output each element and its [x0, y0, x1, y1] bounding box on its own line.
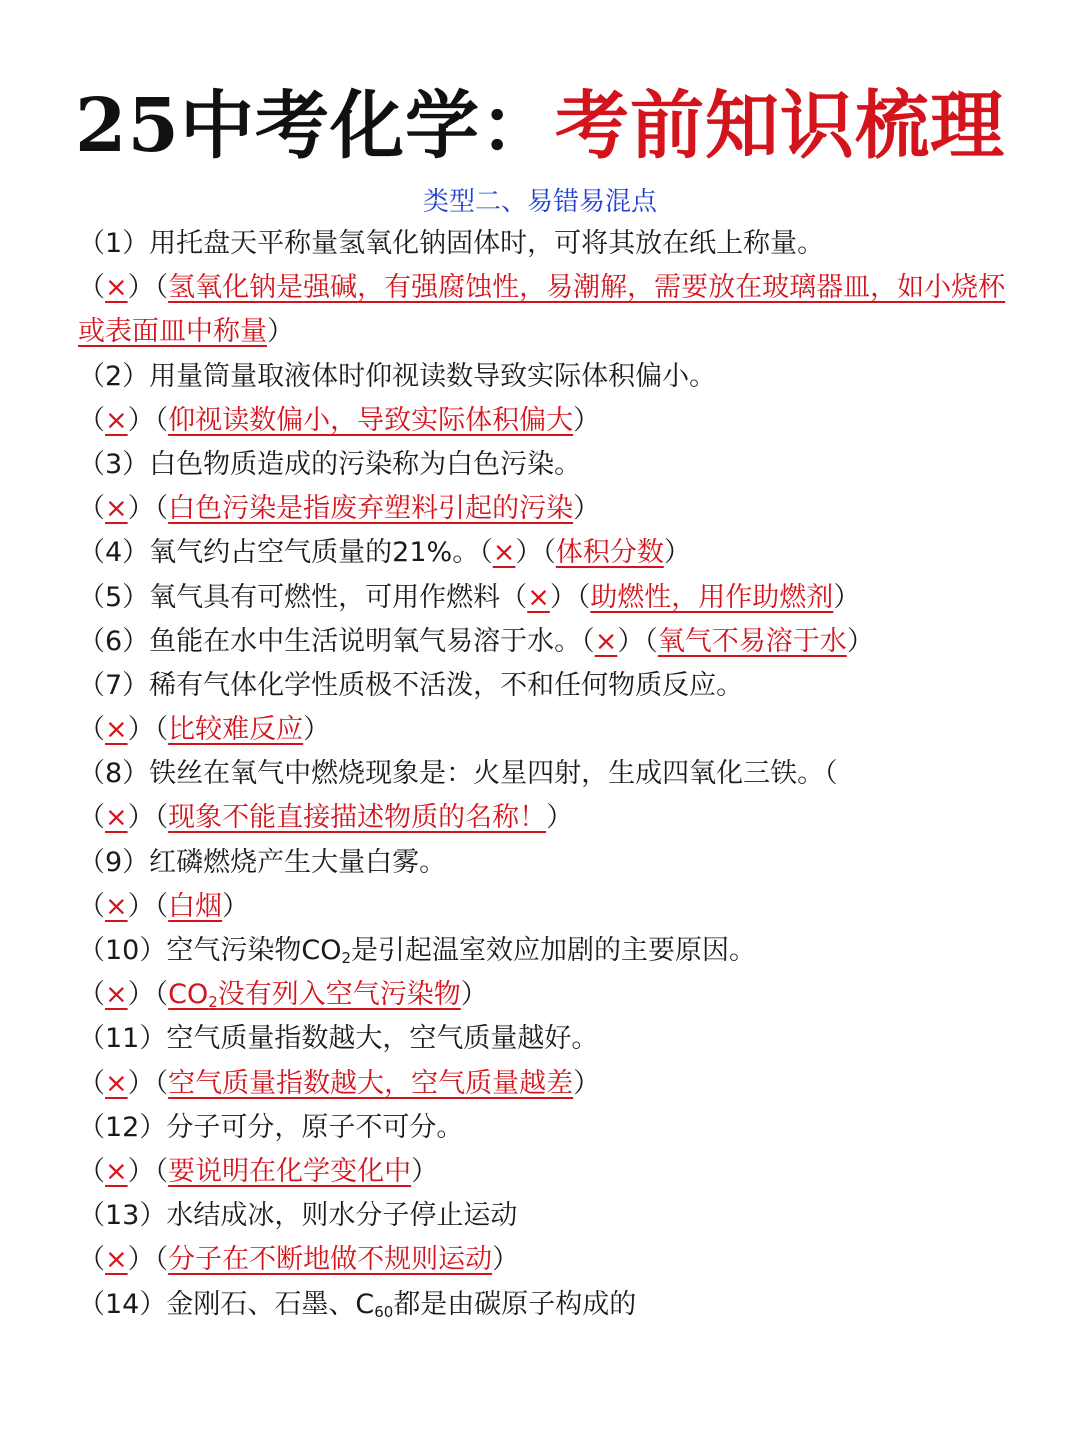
answer-9: （×）（白烟）	[78, 890, 250, 922]
answer-12: （×）（要说明在化学变化中）	[78, 1155, 439, 1187]
subscript: 60	[374, 1302, 394, 1321]
wrong-mark: ×	[527, 581, 550, 613]
correction-note: 白色污染是指废弃塑料引起的污染	[168, 493, 574, 525]
correction-note: 分子在不断地做不规则运动	[168, 1244, 493, 1276]
page-title	[0, 78, 1080, 174]
correction-note: 白烟	[168, 890, 223, 922]
wrong-mark: ×	[105, 802, 128, 834]
correction-note: 要说明在化学变化中	[168, 1155, 412, 1187]
question-10: （10）空气污染物$CO_2$是引起温室效应加剧的主要原因。	[78, 935, 757, 968]
wrong-mark: ×	[105, 493, 128, 525]
question-7: （7）稀有气体化学性质极不活泼，不和任何物质反应。	[78, 669, 744, 701]
wrong-mark: ×	[105, 404, 128, 436]
question-12: （12）分子可分，原子不可分。	[78, 1111, 464, 1143]
correction-note: 体积分数	[555, 537, 664, 569]
correction-note: 空气质量指数越大，空气质量越差	[168, 1067, 574, 1099]
correction-note: 助燃性，用作助燃剂	[590, 581, 834, 613]
question-9: （9）红磷燃烧产生大量白雾。	[78, 846, 447, 878]
wrong-mark: ×	[105, 272, 128, 304]
question-4: （4）氧气约占空气质量的21%。（×）（体积分数）	[78, 537, 691, 569]
question-14: （14）金刚石、石墨、$C_{60}$都是由碳原子构成的	[78, 1288, 637, 1321]
item-list	[78, 222, 1008, 1327]
question-6: （6）鱼能在水中生活说明氧气易溶于水。（×）（氧气不易溶于水）	[78, 625, 874, 657]
question-2: （2）用量筒量取液体时仰视读数导致实际体积偏小。	[78, 360, 717, 392]
correction-note: 氧气不易溶于水	[657, 625, 847, 657]
answer-7: （×）（比较难反应）	[78, 714, 331, 746]
correction-note: 仰视读数偏小，导致实际体积偏大	[168, 404, 574, 436]
wrong-mark: ×	[105, 1155, 128, 1187]
subscript: 2	[208, 993, 218, 1012]
wrong-mark: ×	[105, 890, 128, 922]
question-5: （5）氧气具有可燃性，可用作燃料（×）（助燃性，用作助燃剂）	[78, 581, 861, 613]
question-1: （1）用托盘天平称量氢氧化钠固体时，可将其放在纸上称量。	[78, 228, 825, 259]
correction-note: 氢氧化钠是强碱，有强腐蚀性，易潮解，需要放在玻璃器皿，如小烧杯或表面皿中称量	[78, 272, 1006, 348]
title-part-black: 25中考化学：	[75, 83, 555, 169]
answer-2: （×）（仰视读数偏小，导致实际体积偏大）	[78, 404, 601, 436]
question-8: （8）铁丝在氧气中燃烧现象是：火星四射，生成四氧化三铁。（	[78, 758, 838, 790]
answer-3: （×）（白色污染是指废弃塑料引起的污染）	[78, 493, 601, 525]
wrong-mark: ×	[105, 714, 128, 746]
wrong-mark: ×	[105, 1067, 128, 1099]
wrong-mark: ×	[594, 625, 618, 657]
answer-13: （×）（分子在不断地做不规则运动）	[78, 1244, 520, 1276]
wrong-mark: ×	[492, 537, 516, 569]
section-subtitle: 类型二、易错易混点	[422, 187, 657, 217]
question-11: （11）空气质量指数越大，空气质量越好。	[78, 1023, 599, 1055]
correction-note: 比较难反应	[168, 714, 304, 746]
question-3: （3）白色物质造成的污染称为白色污染。	[78, 448, 582, 480]
answer-11: （×）（空气质量指数越大，空气质量越差）	[78, 1067, 601, 1099]
answer-8: （×）（现象不能直接描述物质的名称！）	[78, 802, 574, 834]
question-13: （13）水结成冰，则水分子停止运动	[78, 1200, 518, 1232]
wrong-mark: ×	[105, 1244, 128, 1276]
wrong-mark: ×	[105, 979, 128, 1011]
title-part-red: 考前知识梳理	[554, 83, 1005, 169]
answer-10: $(\times)(CO_2$没有列入空气污染物）	[78, 979, 488, 1012]
correction-note: 现象不能直接描述物质的名称！	[168, 802, 547, 834]
correction-note: $CO_2$没有列入空气污染物	[168, 979, 461, 1012]
answer-1: （×）（氢氧化钠是强碱，有强腐蚀性，易潮解，需要放在玻璃器皿，如小烧杯或表面皿中称量）	[78, 272, 1006, 348]
subscript: 2	[341, 949, 352, 968]
